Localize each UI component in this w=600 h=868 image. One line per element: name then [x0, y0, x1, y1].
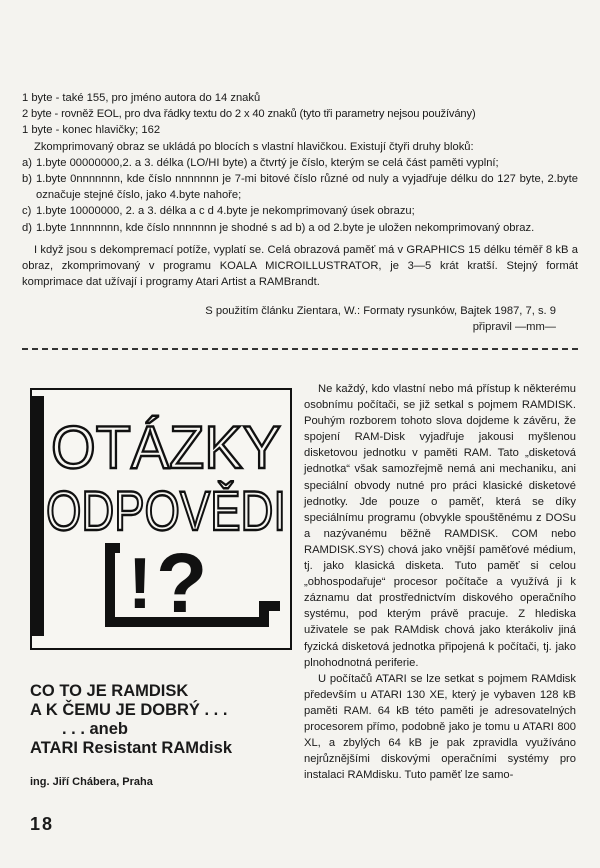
article-author: ing. Jiří Chábera, Praha: [30, 776, 153, 788]
blocks-intro: Zkomprimovaný obraz se ukládá po blocích s vlastní hlavičkou. Existují čtyři druhy bloků:: [34, 140, 474, 153]
item-text: 1.byte 1nnnnnnn, kde číslo nnnnnnn je shodné s ad b) a od 2.byte je uložen nekomprimovaný obraz.: [36, 221, 535, 234]
logo-question-mark: ?: [156, 536, 208, 630]
block-type-item: [22, 220, 578, 236]
header-byte-line: 2 byte - rovněž EOL, pro dva řádky textu do 2 x 40 znaků (tyto tři parametry nejsou používány): [22, 108, 476, 121]
page-number: 18: [30, 814, 55, 834]
header-byte-line: 1 byte - konec hlavičky; 162: [22, 124, 161, 137]
logo-graphic: [32, 390, 290, 648]
item-label: b): [22, 173, 32, 186]
prepared-by: připravil —mm—: [472, 321, 556, 333]
item-label: a): [22, 156, 32, 169]
source-credit: [136, 303, 556, 335]
questions-answers-logo: [30, 388, 292, 650]
title-line: A K ČEMU JE DOBRÝ . . .: [30, 701, 228, 719]
logo-left-bar: [32, 396, 44, 636]
header-byte-line: 1 byte - také 155, pro jméno autora do 14 znaků: [22, 92, 261, 104]
item-label: c): [22, 205, 32, 218]
logo-word-answers: ODPOVĚDI: [46, 479, 286, 542]
body-paragraph: Ne každý, kdo vlastní nebo má přístup k některému osobnímu počítači, se již setkal s pojmem RAMDISK. Pouhým rozborem tohoto slova dojdeme k závěru, že spojení RAM-Disk vyjadřuje jakousi myšlenou disketovou jednotku v paměti RAM. Tato „disketová jednotka“ však samozřejmě nemá ani mechaniku, ani speciální obvody nutné pro práci klasické disketové jednotky. Jde pouze o paměť, která se díky speciálnímu programu (obvykle spouštěnému z DOSu a nazývanému běžně RAMDISK. COM nebo RAMDISK.SYS) chová jako vnější paměťové médium, tj. jako klasická disketa. Tuto paměť si celou „obhospodařuje“ procesor počítače a využívá ji k záznamu dat prostřednictvím diskového operačního systému, pod kterým právě pracuje. Z hlediska uživatele se pak RAMdisk chová jako kterákoliv jiná fyzická disketová jednotka připojená k počítači, tj. jako plnohodnotná periferie.: [304, 383, 576, 669]
source-citation: S použitím článku Zientara, W.: Formaty rysunków, Bajtek 1987, 7, s. 9: [205, 305, 556, 317]
title-line: . . . aneb: [62, 720, 129, 738]
title-line: ATARI Resistant RAMdisk: [30, 739, 232, 757]
article-body: [304, 381, 576, 783]
item-label: d): [22, 221, 32, 234]
compression-paragraph: I když jsou s dekompremací potíže, vyplatí se. Celá obrazová paměť má v GRAPHICS 15 délku téměř 8 kB a obraz, zkomprimovaný v programu KOALA MICROILLUSTRATOR, je 3—5 krát kratší. Stejný formát komprimace dat užívají i programy Atari Artist a RAMBrandt.: [22, 243, 578, 289]
block-type-item: [22, 203, 578, 219]
article-title: [30, 682, 290, 758]
body-paragraph: U počítačů ATARI se lze setkat s pojmem RAMdisk především u ATARI 130 XE, který je vybaven 128 kB paměti RAM. 64 kB této paměti je adresovatelných procesorem přímo, podobně jako je tomu u ATARI 800 XL, a zbylých 64 kB je pak zpravidla využíváno nejrůznějšími diskovými operačními systémy pro instalaci RAMdisku. Tuto paměť lze samo-: [304, 672, 576, 782]
block-type-item: [22, 155, 578, 171]
logo-exclamation: !: [128, 544, 152, 624]
title-line: CO TO JE RAMDISK: [30, 682, 189, 700]
section-divider: [22, 348, 578, 350]
item-text: 1.byte 0nnnnnnn, kde číslo nnnnnnn je 7-mi bitové číslo různé od nuly a vyjadřuje délku do 127 byte, 2.byte označuje stejné číslo, jako 4.byte nahoře;: [36, 173, 578, 202]
item-text: 1.byte 10000000, 2. a 3. délka a c d 4.byte je nekomprimovaný úsek obrazu;: [36, 205, 415, 218]
item-text: 1.byte 00000000,2. a 3. délka (LO/HI byte) a čtvrtý je číslo, kterým se celá část paměti vyplní;: [36, 156, 499, 169]
logo-word-questions: OTÁZKY: [51, 414, 281, 481]
block-type-item: [22, 171, 578, 203]
top-text-block: [22, 90, 578, 290]
